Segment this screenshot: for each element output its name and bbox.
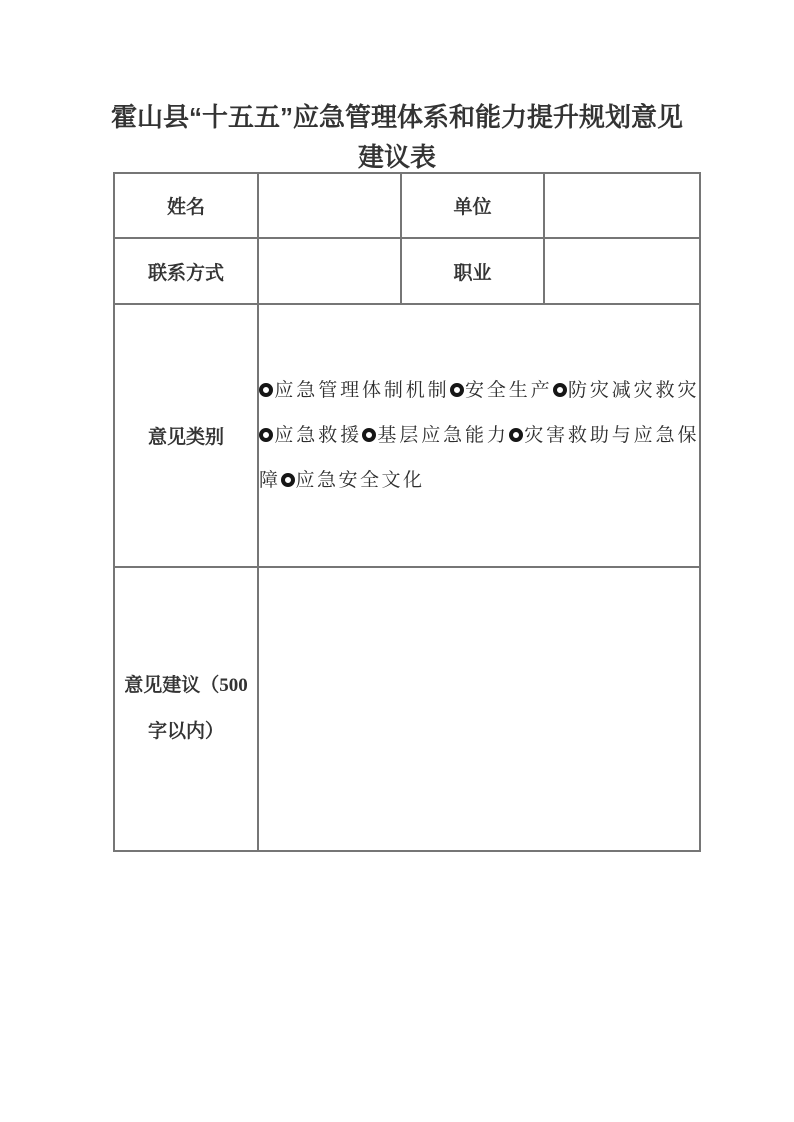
category-option[interactable] <box>553 380 699 401</box>
category-option[interactable] <box>259 425 362 446</box>
occupation-value-cell[interactable] <box>544 238 700 304</box>
option-bullet-icon <box>509 428 523 442</box>
category-options <box>258 304 700 567</box>
option-bullet-icon <box>281 473 295 487</box>
suggestion-form-table <box>113 172 701 852</box>
occupation-label: 职业 <box>401 238 544 304</box>
option-label: 应急管理体制机制 <box>274 380 450 401</box>
suggestion-label-line-2: 字以内） <box>147 721 224 742</box>
table-row-category <box>114 304 700 567</box>
table-row-name-unit <box>114 173 700 238</box>
option-label: 应急安全文化 <box>295 470 425 491</box>
page-title-line-2: 建议表 <box>357 142 436 172</box>
option-label: 应急救援 <box>274 425 362 446</box>
contact-value-cell[interactable] <box>258 238 401 304</box>
suggestion-value-cell[interactable] <box>258 567 700 851</box>
option-label: 防灾减灾救灾 <box>567 380 699 401</box>
contact-label: 联系方式 <box>114 238 258 304</box>
table-row-contact-occupation <box>114 238 700 304</box>
name-value-cell[interactable] <box>258 173 401 238</box>
option-label: 安全生产 <box>464 380 553 401</box>
unit-value-cell[interactable] <box>544 173 700 238</box>
name-label: 姓名 <box>114 173 258 238</box>
option-bullet-icon <box>553 383 567 397</box>
category-label: 意见类别 <box>114 304 258 567</box>
category-option[interactable] <box>362 425 509 446</box>
option-bullet-icon <box>450 383 464 397</box>
option-bullet-icon <box>259 383 273 397</box>
option-bullet-icon <box>259 428 273 442</box>
suggestion-label <box>114 567 258 851</box>
suggestion-label-line-1: 意见建议（500 <box>124 675 248 696</box>
option-label: 基层应急能力 <box>377 425 509 446</box>
category-option[interactable] <box>450 380 553 401</box>
option-label: 灾害救助与应急保障 <box>259 425 699 491</box>
page-title <box>0 97 794 177</box>
table-row-suggestion <box>114 567 700 851</box>
page-title-line-1: 霍山县“十五五”应急管理体系和能力提升规划意见 <box>110 102 683 132</box>
category-option[interactable] <box>281 470 425 491</box>
unit-label: 单位 <box>401 173 544 238</box>
option-bullet-icon <box>362 428 376 442</box>
category-option[interactable] <box>259 380 450 401</box>
